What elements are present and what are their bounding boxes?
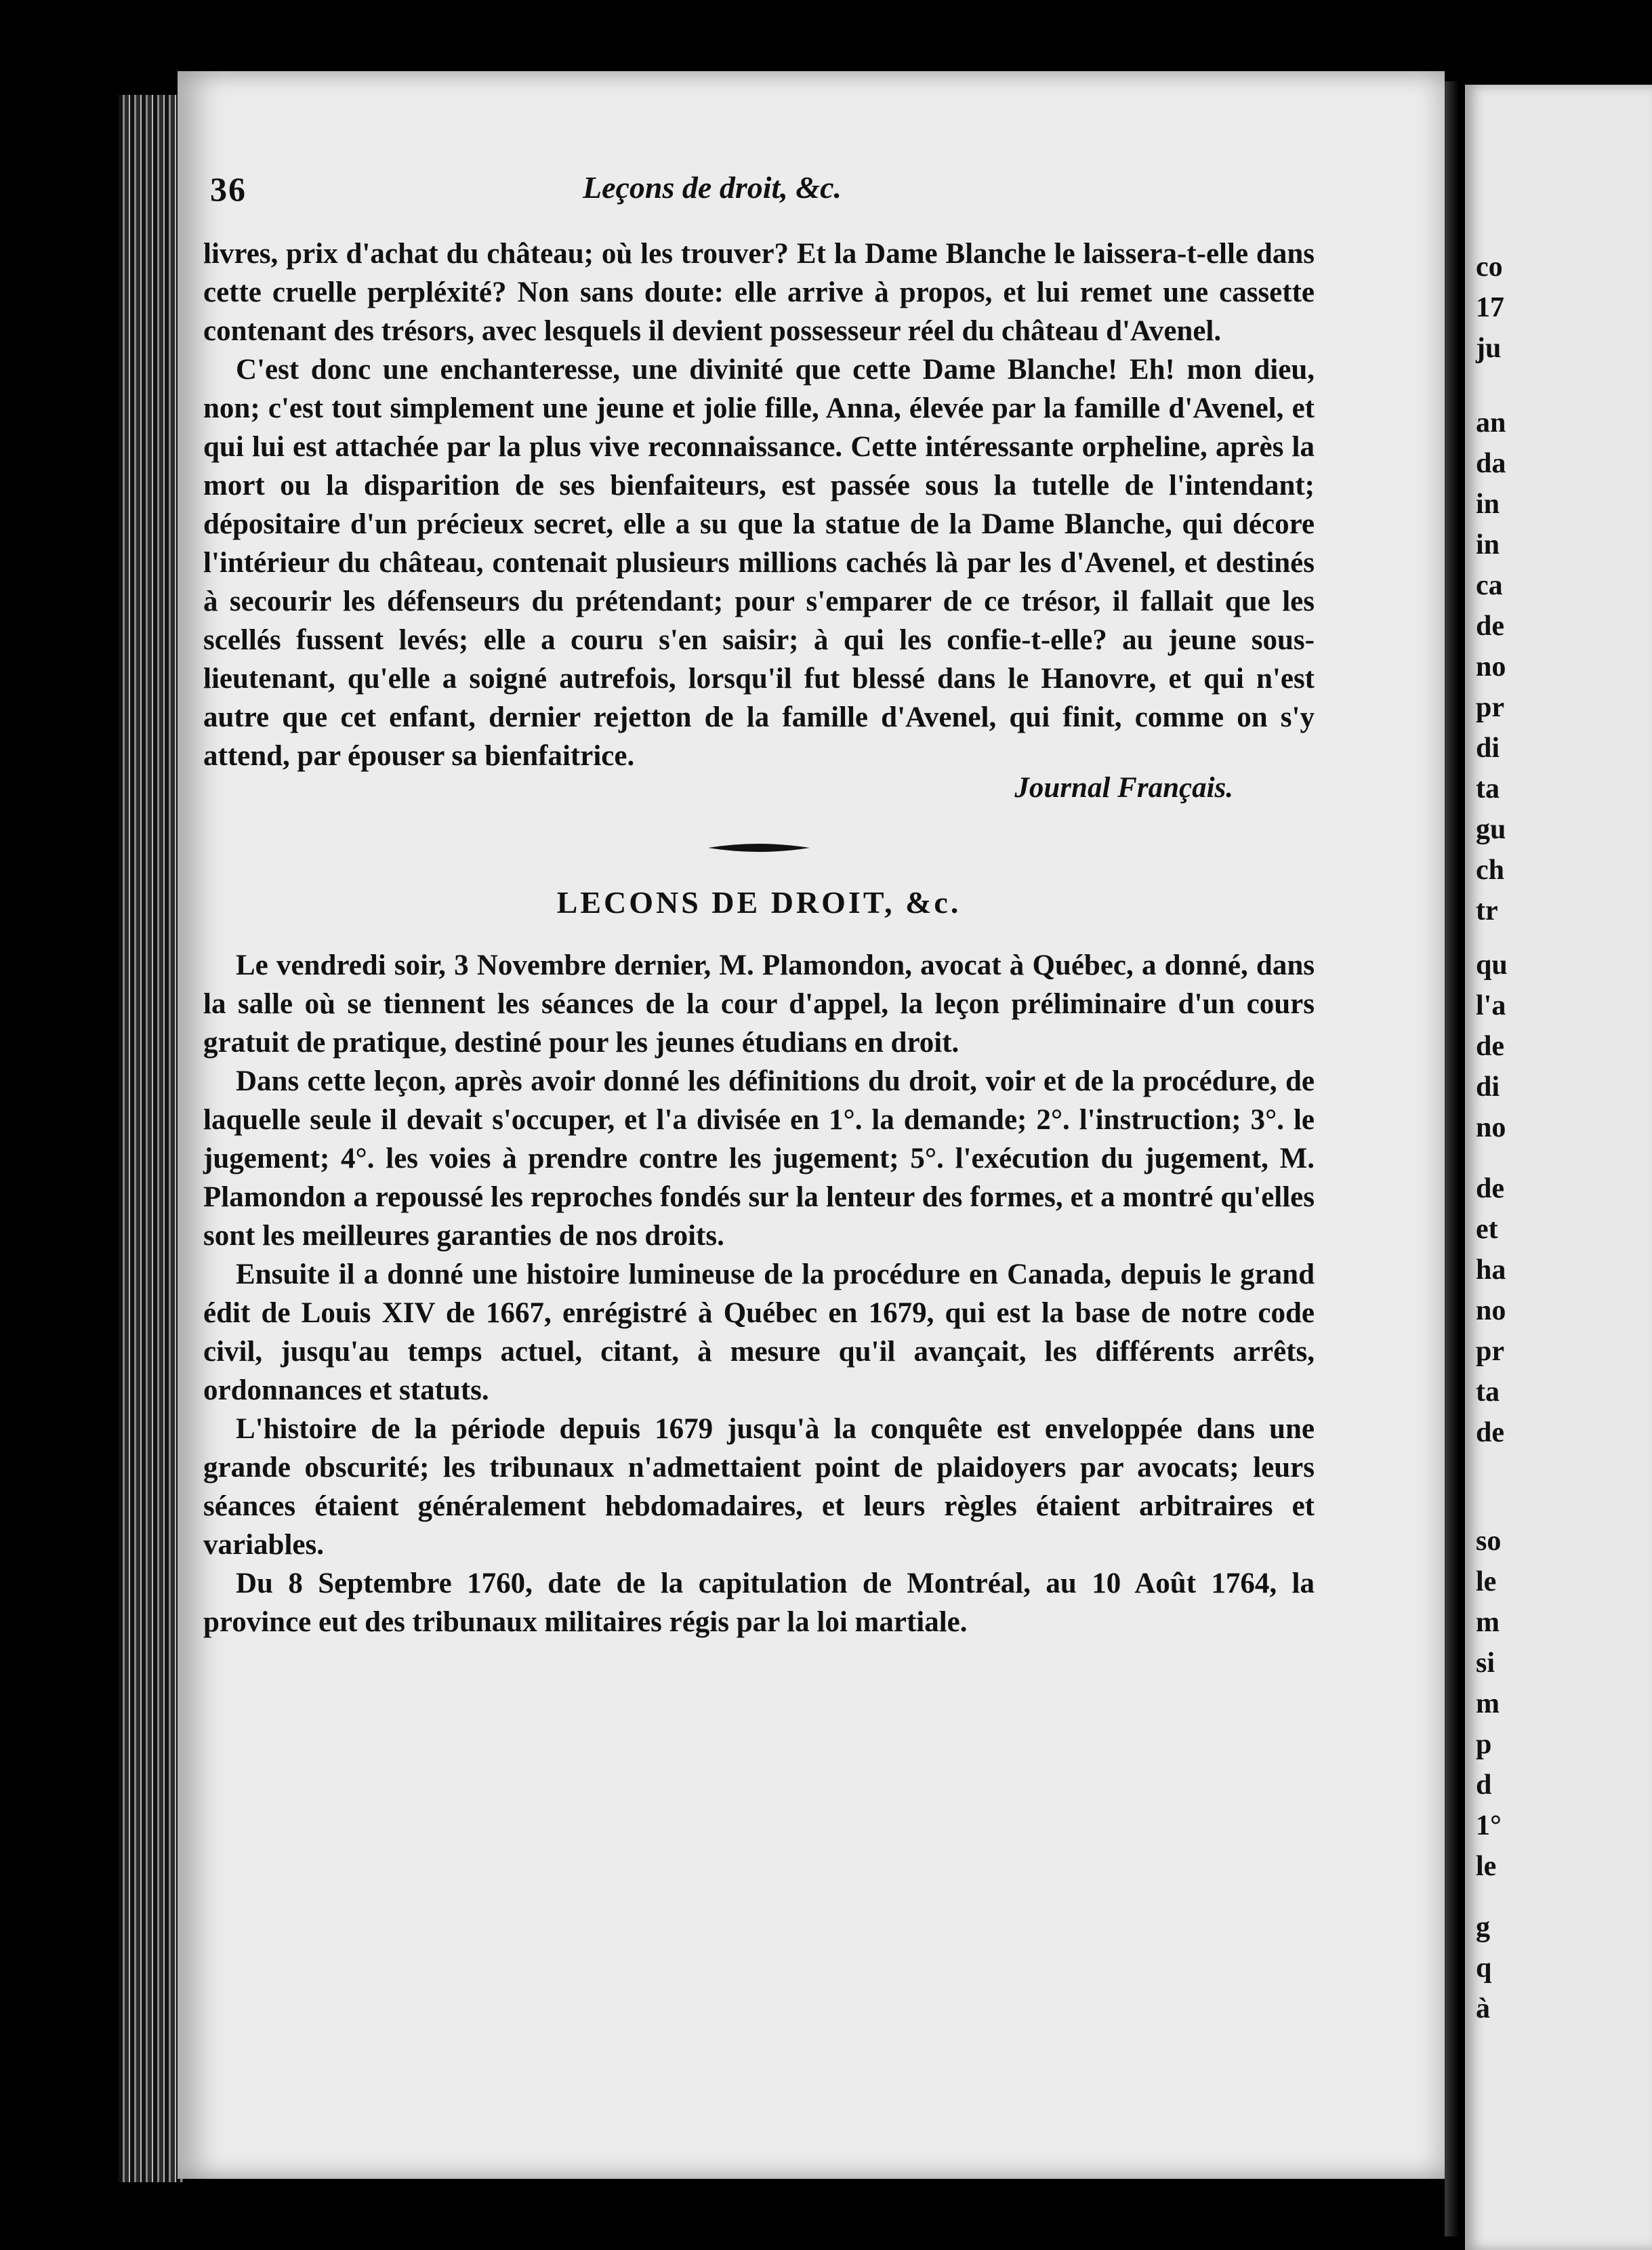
right-page-fragment: g <box>1476 1912 1490 1943</box>
right-page-fragment: in <box>1476 529 1500 560</box>
right-page-fragment: qu <box>1476 949 1508 981</box>
right-page-fragment: so <box>1476 1526 1502 1557</box>
right-page-fragment: le <box>1476 1566 1497 1597</box>
running-title: Leçons de droit, &c. <box>583 170 842 205</box>
running-head <box>203 169 1315 217</box>
section-heading: LECONS DE DROIT, &c. <box>556 885 962 920</box>
right-page-fragment: q <box>1476 1952 1492 1984</box>
right-page-fragment: da <box>1476 448 1506 479</box>
right-page-fragment: di <box>1476 1071 1500 1103</box>
right-page-fragment: à <box>1476 1993 1490 2024</box>
section-paragraph: Du 8 Septembre 1760, date de la capitulation de Montréal, au 10 Août 1764, la province eut des tribunaux militaires régis par la loi martiale. <box>203 1568 1315 1638</box>
right-page-fragment: de <box>1476 611 1504 642</box>
right-page-fragment: ju <box>1476 333 1502 364</box>
right-page-fragment: gu <box>1476 814 1506 845</box>
ornamental-divider-icon <box>203 841 1315 858</box>
right-page-fragment: l'a <box>1476 990 1506 1021</box>
right-page-fragment: pr <box>1476 692 1504 723</box>
right-page-fragment: an <box>1476 407 1506 438</box>
right-page-fragment: 1° <box>1476 1810 1502 1841</box>
right-page-fragment: p <box>1476 1729 1492 1760</box>
right-page-fragment: tr <box>1476 895 1498 926</box>
right-page-fragment: de <box>1476 1173 1504 1204</box>
right-page-fragment: si <box>1476 1648 1495 1679</box>
page-content <box>203 169 1315 1641</box>
right-page-fragment: ha <box>1476 1254 1506 1286</box>
section-paragraph: L'histoire de la période depuis 1679 jusqu'à la conquête est enveloppée dans une grande obscurité; les tribunaux n'admettaient point de plaidoyers par avocats; leurs séances étaient généralement hebdomadaires, et leurs règles étaient arbitraires et variables. <box>203 1413 1315 1561</box>
right-page-fragment: ca <box>1476 570 1503 601</box>
right-page-fragment: de <box>1476 1031 1504 1062</box>
right-page-fragment: pr <box>1476 1336 1504 1367</box>
article-source: Journal Français. <box>1014 772 1233 804</box>
right-page-fragment: co <box>1476 251 1503 283</box>
right-page-fragment: no <box>1476 1112 1506 1143</box>
right-page-fragment: m <box>1476 1607 1500 1638</box>
right-page-fragment: in <box>1476 489 1500 520</box>
article-paragraph: C'est donc une enchanteresse, une divinité que cette Dame Blanche! Eh! mon dieu, non; c'est tout simplement une jeune et jolie fille, Anna, élevée par la famille d'Avenel, et qui lui est attachée par la plus vive reconnaissance. Cette intéressante orpheline, après la mort ou la disparition de ses bienfaiteurs, est passée sous la tutelle de l'intendant; dépositaire d'un précieux secret, elle a su que la statue de la Dame Blanche, qui décore l'intérieur du château, contenait plusieurs millions cachés là par les d'Avenel, et destinés à secourir les défenseurs du prétendant; pour s'emparer de ce trésor, il fallait que les scellés fussent levés; elle a couru s'en saisir; à qui les confie-t-elle? au jeune sous-lieutenant, qu'elle a soigné autrefois, lorsqu'il fut blessé dans le Hanovre, et qui n'est autre que cet enfant, dernier rejetton de la famille d'Avenel, qui finit, comme on s'y attend, par épouser sa bienfaitrice. <box>203 354 1315 772</box>
right-page-fragment: et <box>1476 1214 1498 1245</box>
section-body <box>203 946 1315 1641</box>
book-page-edges <box>119 95 183 2182</box>
right-page-fragment: d <box>1476 1770 1492 1801</box>
right-page-fragment: ta <box>1476 1376 1500 1408</box>
book-gutter <box>1445 81 1465 2236</box>
right-page-fragment: 17 <box>1476 292 1504 323</box>
right-page-fragment: ta <box>1476 773 1500 804</box>
right-page-fragment: di <box>1476 733 1500 764</box>
right-page-fragment: ch <box>1476 855 1504 886</box>
page-number: 36 <box>210 170 247 208</box>
right-page-fragment: le <box>1476 1851 1497 1882</box>
article-paragraph: livres, prix d'achat du château; où les trouver? Et la Dame Blanche le laissera-t-elle dans cette cruelle perpléxité? Non sans doute: elle arrive à propos, et lui remet une cassette contenant des trésors, avec lesquels il devient possesseur réel du château d'Avenel. <box>203 238 1315 347</box>
right-page-fragment: m <box>1476 1688 1500 1719</box>
section-paragraph: Le vendredi soir, 3 Novembre dernier, M. Plamondon, avocat à Québec, a donné, dans la salle où se tiennent les séances de la cour d'appel, la leçon préliminaire d'un cours gratuit de pratique, destiné pour les jeunes étudians en droit. <box>203 949 1315 1059</box>
section-paragraph: Ensuite il a donné une histoire lumineuse de la procédure en Canada, depuis le grand édit de Louis XIV de 1667, enrégistré à Québec en 1679, qui est la base de notre code civil, jusqu'au temps actuel, citant, à mesure qu'il avançait, les différents arrêts, ordonnances et statuts. <box>203 1259 1315 1406</box>
right-page-fragment: de <box>1476 1417 1504 1448</box>
section-paragraph: Dans cette leçon, après avoir donné les définitions du droit, voir et de la procédure, de laquelle seule il devait s'occuper, et l'a divisée en 1°. la demande; 2°. l'instruction; 3°. le jugement; 4°. les voies à prendre contre les jugement; 5°. l'exécution du jugement, M. Plamondon a repoussé les reproches fondés sur la lenteur des formes, et a montré qu'elles sont les meilleures garanties de nos droits. <box>203 1065 1315 1252</box>
right-page-fragment: no <box>1476 1295 1506 1326</box>
right-page-fragment: no <box>1476 651 1506 682</box>
top-article <box>203 234 1315 807</box>
